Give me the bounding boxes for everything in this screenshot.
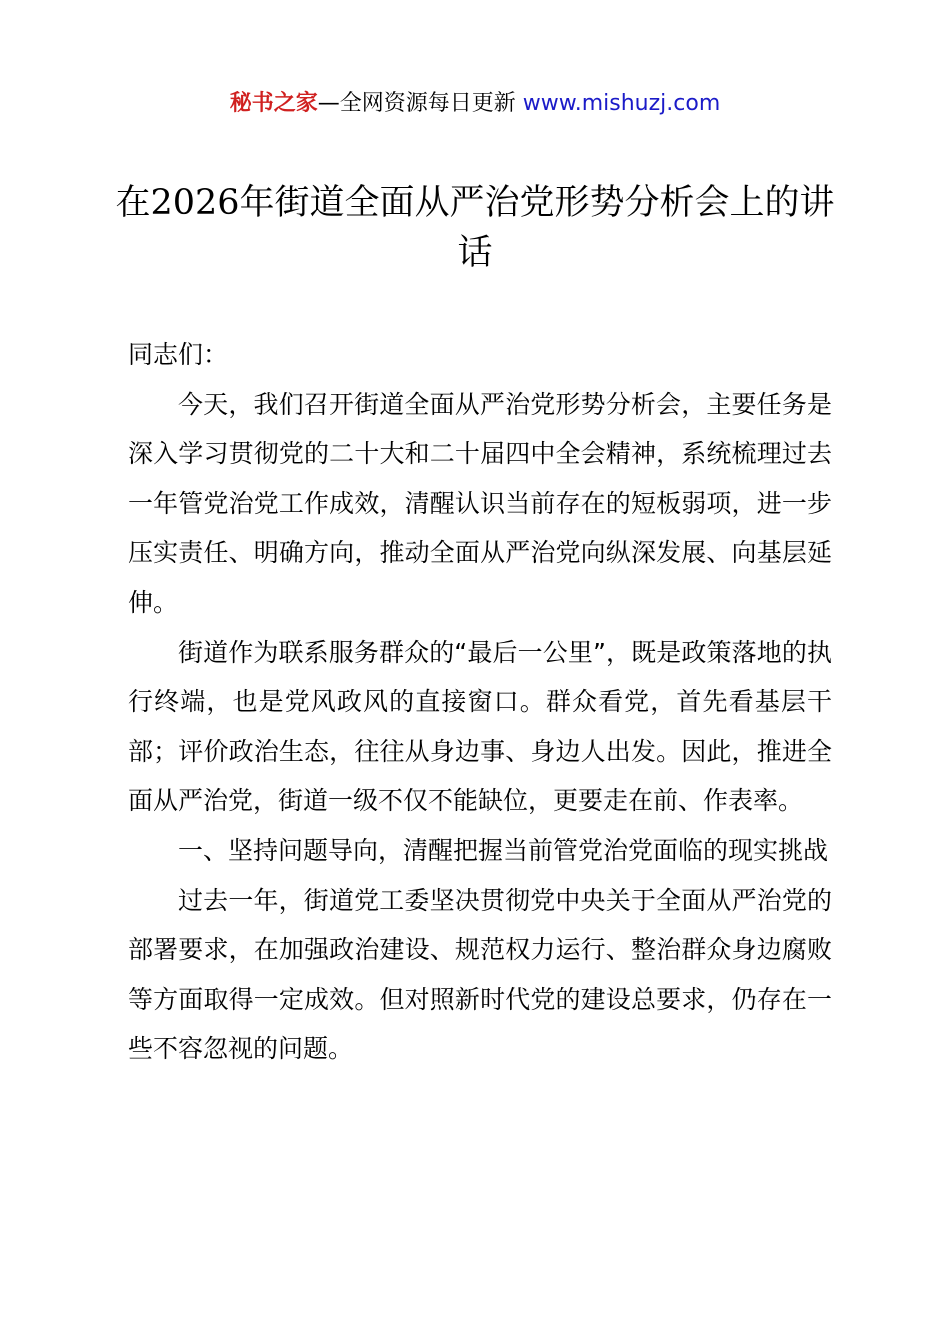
- section-heading-1: 一、坚持问题导向，清醒把握当前管党治党面临的现实挑战: [178, 835, 829, 865]
- salutation: 同志们：: [128, 340, 229, 369]
- document-title: 在2026年街道全面从严治党形势分析会上的讲话: [115, 183, 835, 273]
- paragraph-past-year: 过去一年，街道党工委坚决贯彻党中央关于全面从严治党的部署要求，在加强政治建设、规范权力运行、整治群众身边腐败等方面取得一定成效。但对照新时代党的建设总要求，仍存在一些不容忽视的问题。: [128, 885, 832, 1064]
- site-header: [0, 86, 950, 122]
- header-tagline: —全网资源每日更新: [317, 91, 523, 116]
- site-url-link[interactable]: www.mishuzj.com: [522, 91, 721, 116]
- paragraph-street-role: 街道作为联系服务群众的“最后一公里”，既是政策落地的执行终端，也是党风政风的直接窗口。群众看党，首先看基层干部；评价政治生态，往往从身边事、身边人出发。因此，推进全面从严治党，街道一级不仅不能缺位，更要走在前、作表率。: [128, 637, 832, 816]
- paragraph-intro: 今天，我们召开街道全面从严治党形势分析会，主要任务是深入学习贯彻党的二十大和二十届四中全会精神，系统梳理过去一年管党治党工作成效，清醒认识当前存在的短板弱项，进一步压实责任、明确方向，推动全面从严治党向纵深发展、向基层延伸。: [128, 389, 832, 617]
- brand-name: 秘书之家: [229, 91, 318, 116]
- document-body: [128, 330, 832, 1074]
